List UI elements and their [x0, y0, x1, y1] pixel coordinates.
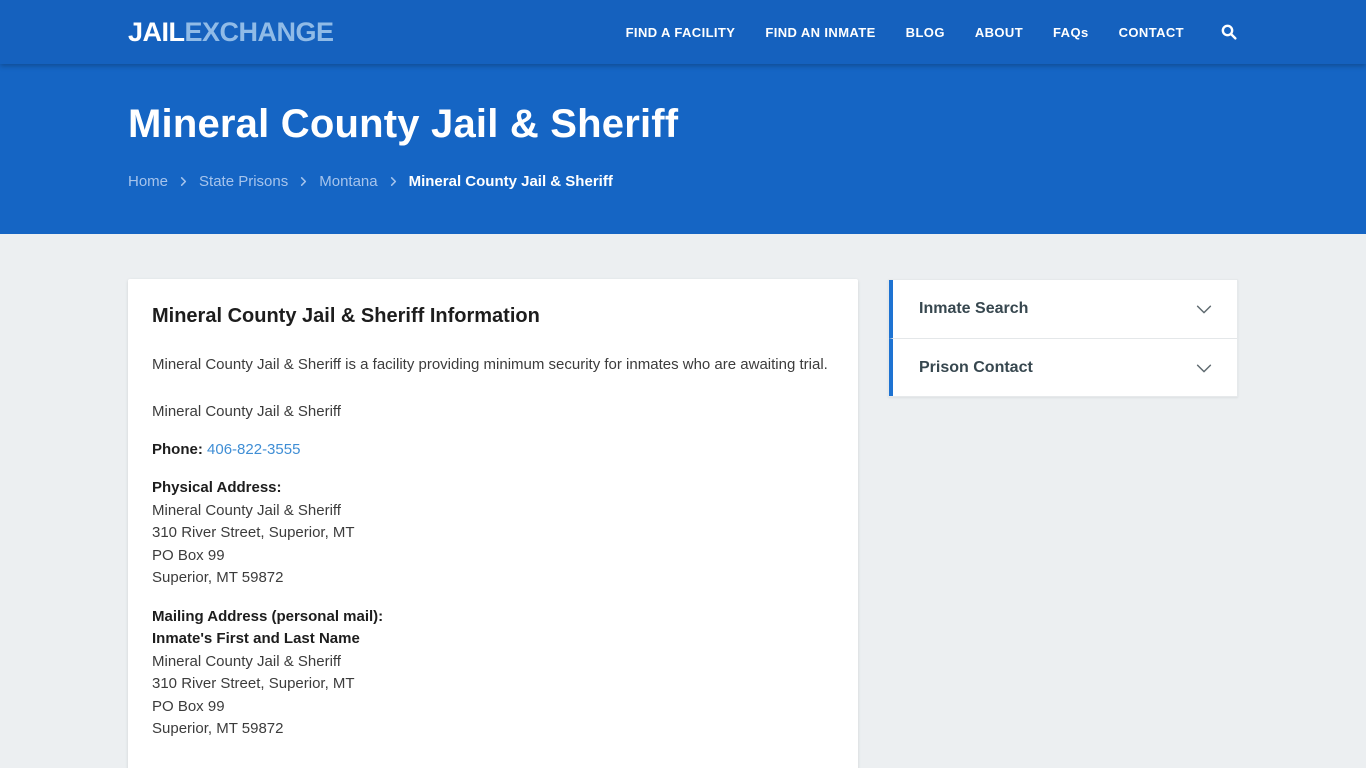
breadcrumb-montana[interactable]: Montana [319, 173, 378, 190]
page-title: Mineral County Jail & Sheriff [128, 102, 679, 146]
chevron-right-icon [388, 176, 399, 187]
phone-number-link[interactable]: 406-822-3555 [207, 441, 301, 458]
breadcrumb-state-prisons[interactable]: State Prisons [199, 173, 289, 190]
facility-info-card [128, 279, 858, 768]
address-line: Superior, MT 59872 [152, 720, 284, 737]
nav-faqs[interactable]: FAQs [1053, 24, 1089, 40]
phone-label: Phone: [152, 441, 203, 458]
nav-blog[interactable]: BLOG [905, 24, 945, 40]
logo-text-exchange: EXCHANGE [184, 16, 334, 47]
breadcrumb-current-page: Mineral County Jail & Sheriff [408, 173, 613, 190]
facility-description: Mineral County Jail & Sheriff is a facility providing minimum security for inmates who are awaiting trial. [152, 356, 828, 373]
accordion-label: Prison Contact [919, 358, 1033, 376]
facility-name: Mineral County Jail & Sheriff [152, 403, 341, 420]
site-logo[interactable] [128, 17, 334, 48]
mailing-address-sublabel: Inmate's First and Last Name [152, 630, 360, 647]
accordion-inmate-search[interactable] [889, 280, 1237, 338]
address-line: 310 River Street, Superior, MT [152, 524, 355, 541]
address-line: Mineral County Jail & Sheriff [152, 501, 341, 519]
address-line: PO Box 99 [152, 546, 225, 564]
top-navbar [0, 0, 1366, 64]
chevron-down-icon [1193, 357, 1215, 379]
physical-address-label: Physical Address: [152, 479, 282, 496]
chevron-down-icon [1193, 298, 1215, 320]
nav-find-a-facility[interactable]: FIND A FACILITY [625, 24, 736, 40]
physical-address-block [152, 477, 834, 590]
sidebar-accordions [888, 279, 1238, 397]
nav-about[interactable]: ABOUT [974, 24, 1024, 40]
logo-text-jail: JAIL [128, 16, 185, 47]
address-line: Superior, MT 59872 [152, 569, 284, 586]
breadcrumb-home[interactable]: Home [128, 173, 169, 190]
content-area [0, 234, 1366, 768]
nav-find-an-inmate[interactable]: FIND AN INMATE [765, 24, 876, 40]
main-nav [626, 23, 1238, 41]
accordion-label: Inmate Search [919, 300, 1029, 317]
chevron-right-icon [298, 176, 309, 187]
search-icon[interactable] [1220, 23, 1238, 41]
accordion-prison-contact[interactable] [889, 338, 1237, 396]
mailing-address-label: Mailing Address (personal mail): [152, 607, 384, 625]
address-line: Mineral County Jail & Sheriff [152, 652, 341, 670]
facility-info-heading: Mineral County Jail & Sheriff Information [152, 305, 540, 327]
mailing-address-block [152, 606, 834, 741]
chevron-right-icon [178, 176, 189, 187]
hero-banner [0, 64, 1366, 234]
breadcrumb [128, 173, 1238, 190]
address-line: 310 River Street, Superior, MT [152, 675, 355, 692]
nav-contact[interactable]: CONTACT [1118, 24, 1184, 40]
phone-row [152, 439, 834, 461]
address-line: PO Box 99 [152, 697, 225, 715]
